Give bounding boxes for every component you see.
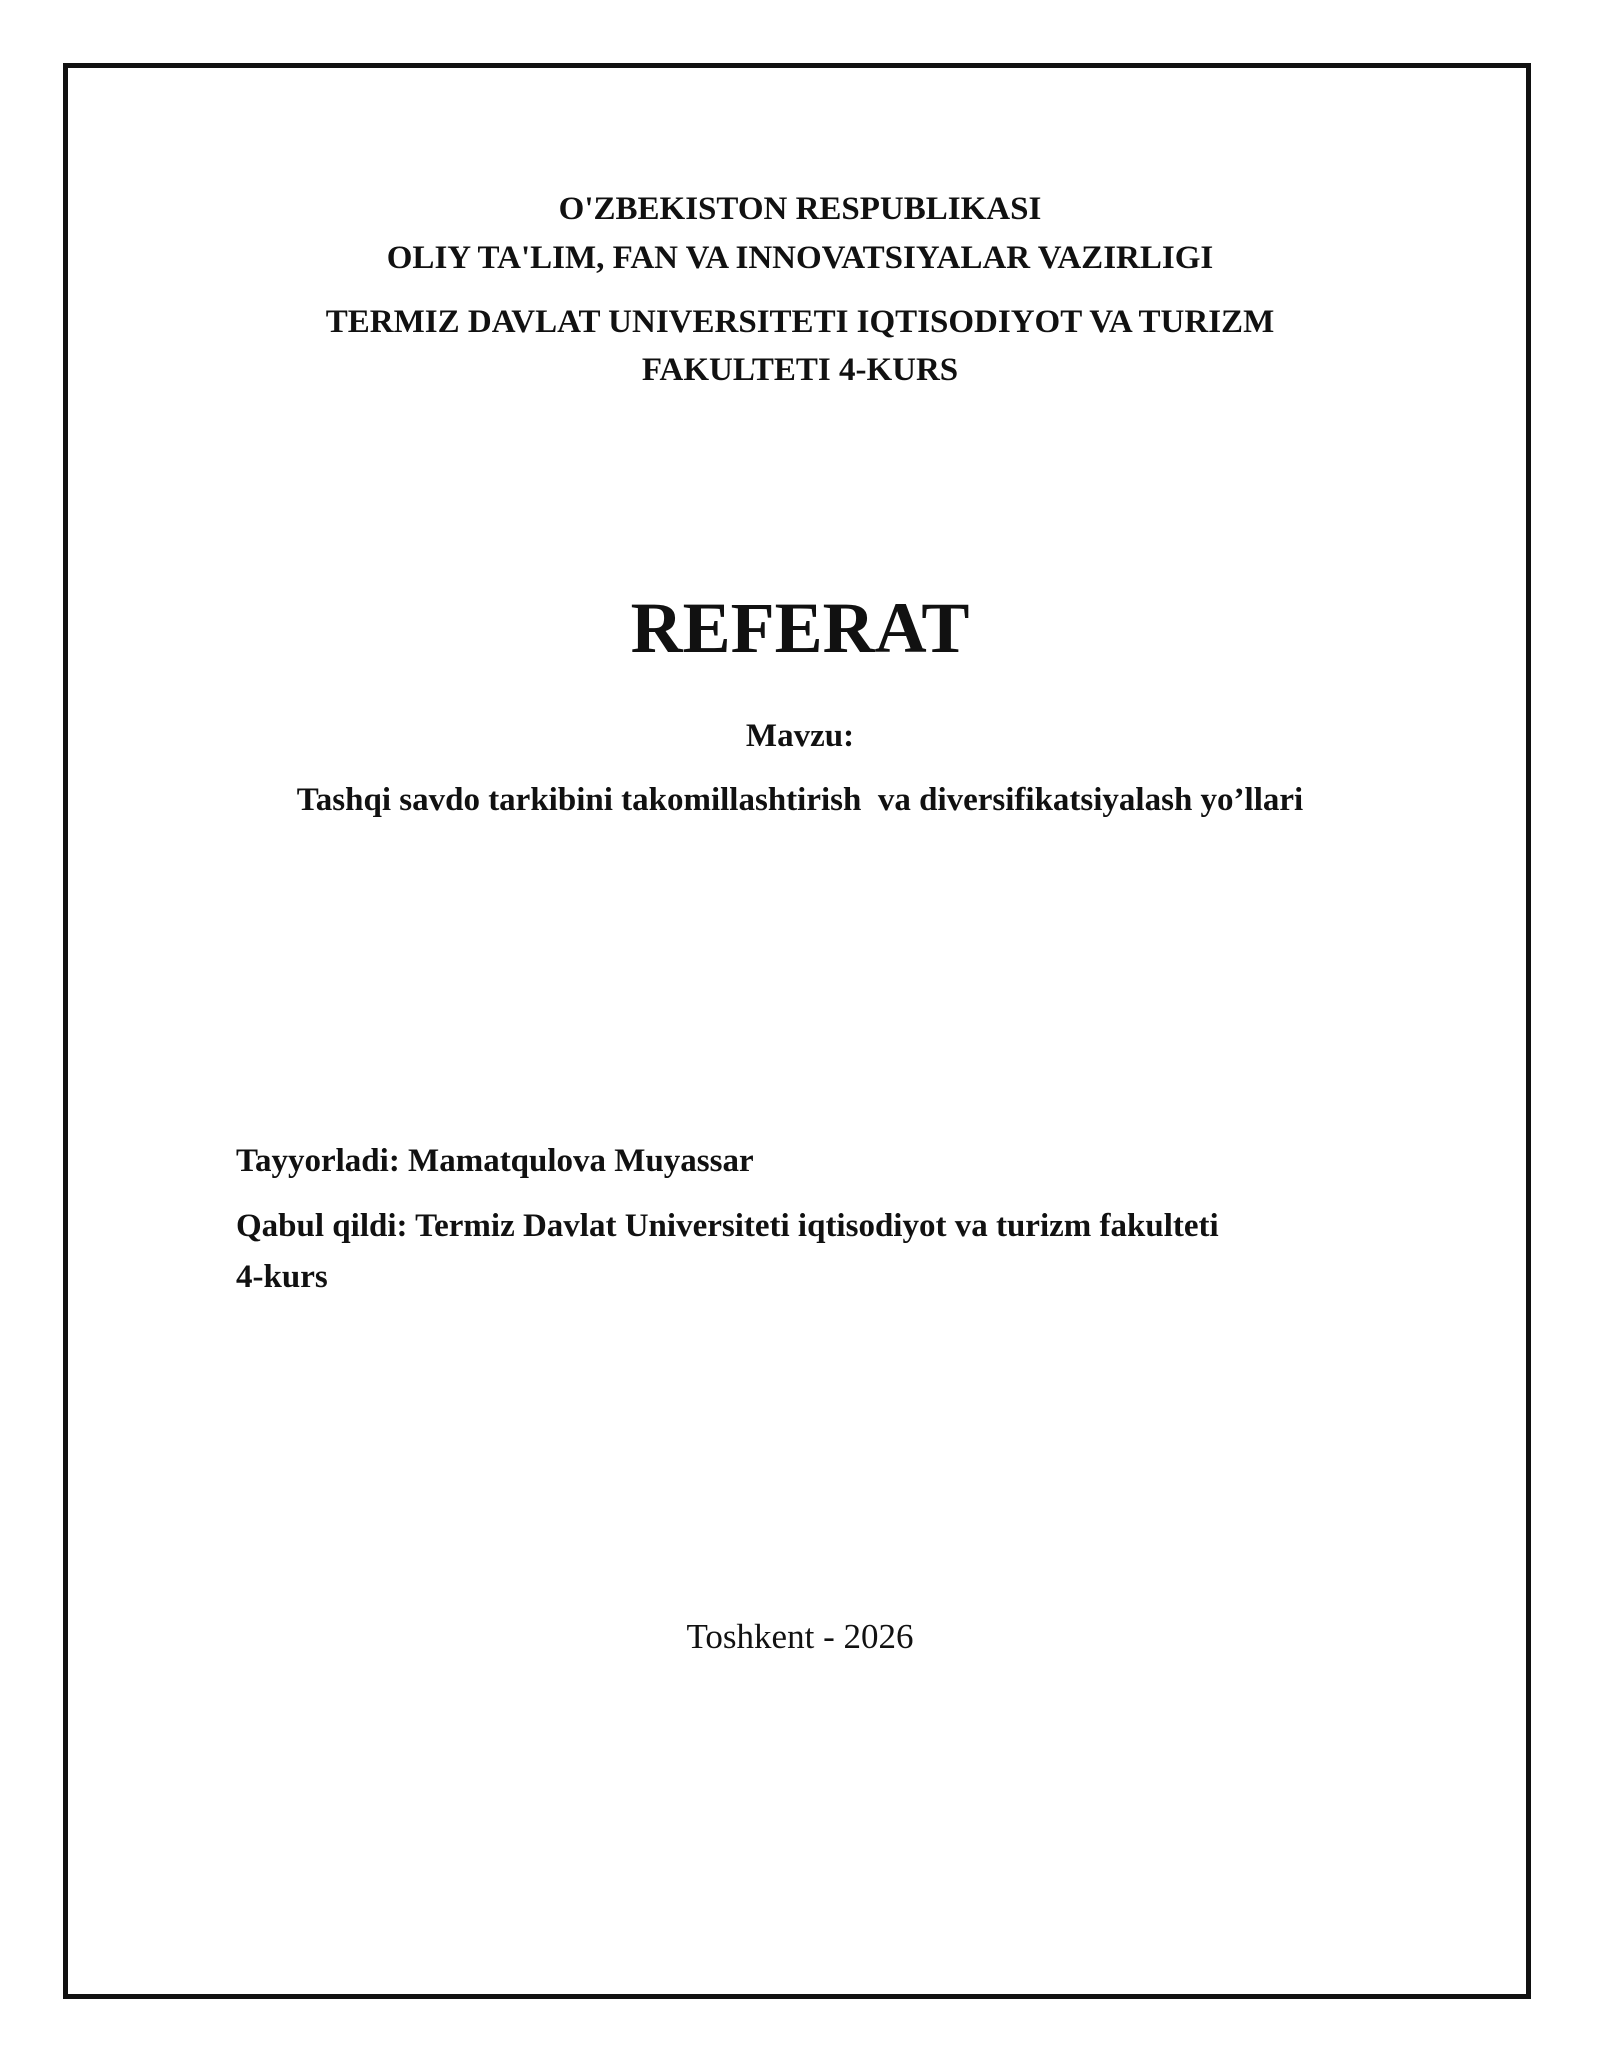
- prepared-by: Tayyorladi: Mamatqulova Muyassar: [236, 1143, 754, 1179]
- university-heading-line1: TERMIZ DAVLAT UNIVERSITETI IQTISODIYOT VA TURIZM: [325, 304, 1275, 340]
- country-heading: O'ZBEKISTON RESPUBLIKASI: [558, 191, 1042, 227]
- place-and-year: Toshkent - 2026: [686, 1617, 914, 1656]
- topic-title: Tashqi savdo tarkibini takomillashtirish va diversifikatsiyalash yo’llari: [296, 782, 1304, 818]
- topic-label: Mavzu:: [745, 718, 855, 754]
- ministry-heading: OLIY TA'LIM, FAN VA INNOVATSIYALAR VAZIRLIGI: [386, 240, 1214, 276]
- document-type-title: REFERAT: [630, 588, 970, 668]
- accepted-by-line1: Qabul qildi: Termiz Davlat Universiteti iqtisodiyot va turizm fakulteti: [236, 1208, 1219, 1244]
- university-heading-line2: FAKULTETI 4-KURS: [641, 352, 959, 388]
- accepted-by-line2: 4-kurs: [236, 1259, 328, 1295]
